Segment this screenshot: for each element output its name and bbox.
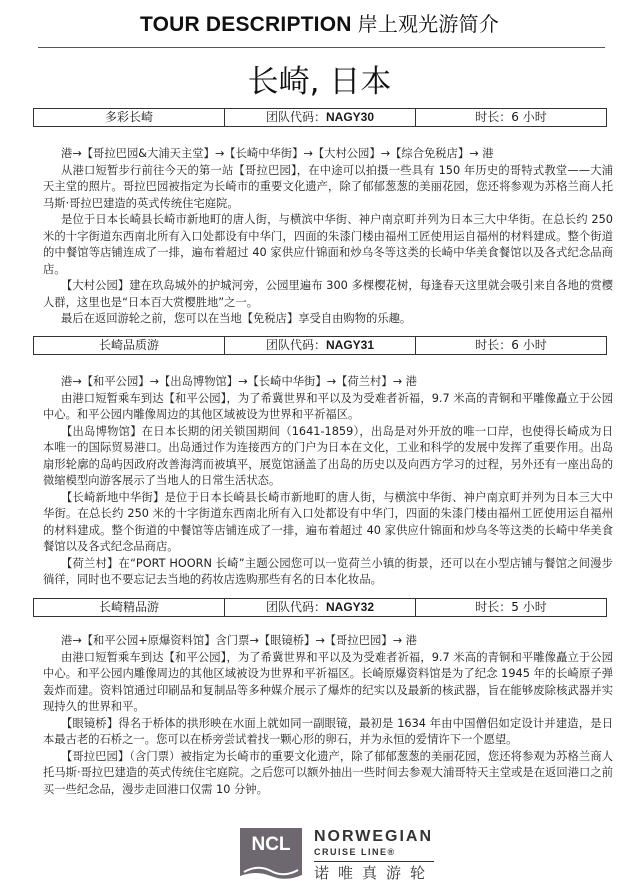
page-title — [0, 8, 639, 37]
tour-code-cell — [225, 109, 416, 126]
wave-icon — [240, 862, 302, 880]
tour-duration: 时长：6 小时 — [475, 338, 547, 352]
tour-paragraph: 【荷兰村】在“PORT HOORN 长崎”主题公园您可以一览荷兰小镇的街景，还可以在小型店铺与餐馆之间漫步徜徉，同时也不要忘记去当地的药妆店选购那些有名的日本化妆品。 — [43, 556, 613, 586]
title-english: TOUR DESCRIPTION — [139, 13, 352, 36]
tour-paragraph: 最后在返回游轮之前，您可以在当地【免税店】享受自由购物的乐趣。 — [61, 312, 412, 325]
tour-header-nagy32 — [33, 598, 607, 617]
tour-code: NAGY31 — [325, 338, 375, 352]
tour-code-cell — [225, 599, 416, 616]
tour-paragraph: 【眼镜桥】得名于桥体的拱形映在水面上就如同一副眼镜，最初是 1634 年由中国僧侣如定设计并建造，是日本最古老的石桥之一。您可以在桥旁尝试着找一颗心形的卵石，并为永恒的爱情许下一个愿望。 — [43, 716, 613, 746]
tour-duration: 时长：5 小时 — [475, 600, 547, 614]
tour-name: 长崎品质游 — [34, 337, 225, 354]
tour-name: 多彩长崎 — [34, 109, 225, 126]
tour-code: NAGY30 — [325, 110, 375, 124]
tour-code-label: 团队代码： — [265, 110, 326, 124]
city-heading: 长崎, 日本 — [247, 64, 392, 100]
tour-paragraph: 【大村公园】建在玖岛城外的护城河旁，公园里遍布 300 多棵樱花树，每逢春天这里就会吸引来自各地的赏樱人群，这里也是“日本百大赏樱胜地”之一。 — [43, 279, 613, 309]
tour-body-nagy31 — [43, 374, 613, 589]
tour-duration: 时长：6 小时 — [475, 110, 547, 124]
logo-line-chinese: 诺唯真游轮 — [314, 864, 435, 882]
ncl-badge — [240, 828, 302, 880]
logo-line-cruise-line: CRUISE LINE® — [314, 846, 434, 862]
title-divider — [38, 47, 605, 48]
tour-paragraph: 由港口短暂乘车到达【和平公园】，为了希冀世界和平以及为受难者祈福，9.7 米高的青铜和平雕像矗立于公园中心。和平公园内雕像周边的其他区域被设为世界和平祈福区。 — [43, 391, 613, 421]
tour-paragraph: 【长崎新地中华街】是位于日本长崎县长崎市新地町的唐人街，与横滨中华街、神户南京町并列为日本三大中华街。在总长约 250 米的十字街道东西南北所有入口处都设有中华门，四面的朱漆门楼由福州工匠使用运自福州的材料建成。整个街道的中餐馆等店铺连成了一排，遍布着超过 40 家供应什锦面和炒乌冬等这类的长崎中华美食餐馆以及各式纪念品商店。 — [43, 490, 613, 553]
ncl-wordmark — [314, 828, 434, 884]
ncl-badge-text: NCL — [251, 834, 291, 855]
tour-code-cell — [225, 337, 416, 354]
tour-paragraph: 由港口短暂乘车到达【和平公园】，为了希冀世界和平以及为受难者祈福，9.7 米高的青铜和平雕像矗立于公园中心。和平公园内雕像周边的其他区域被设为世界和平祈福区。长崎原爆资料馆是为了纪念 1945 年的长崎原子弹轰炸而建。资料馆通过印刷品和复制品等多种媒介展示了爆炸的纪实以及最新的核武器，旨在能够废除核武器并实现持久的世界和平。 — [43, 650, 613, 713]
tour-header-nagy31 — [33, 336, 607, 355]
tour-code-label: 团队代码： — [265, 600, 326, 614]
tour-header-nagy30 — [33, 108, 607, 127]
tour-code-label: 团队代码： — [265, 338, 326, 352]
tour-name: 长崎精品游 — [34, 599, 225, 616]
tour-paragraph: 是位于日本长崎县长崎市新地町的唐人街，与横滨中华街、神户南京町并列为日本三大中华街。在总长约 250 米的十字街道东西南北所有入口处都设有中华门，四面的朱漆门楼由福州工匠使用运自福州的材料建成。整个街道的中餐馆等店铺连成了一排，遍布着超过 40 家供应什锦面和炒乌冬等这类的长崎中华美食餐馆以及各式纪念品商店。 — [43, 213, 613, 276]
tour-paragraph: 【哥拉巴园】（含门票）被指定为长崎市的重要文化遗产，除了郁郁葱葱的美丽花园，您还将参观为苏格兰商人托马斯·哥拉巴建造的英式传统住宅庭院。之后您可以额外抽出一些时间去参观大浦哥特天主堂或是在返回港口之前买一些纪念品，漫步走回港口仅需 10 分钟。 — [43, 749, 613, 796]
tour-route: 港→【哥拉巴园&大浦天主堂】→【长崎中华街】→【大村公园】→【综合免税店】→ 港 — [61, 147, 494, 160]
title-chinese: 岸上观光游简介 — [357, 12, 500, 36]
tour-body-nagy32 — [43, 633, 613, 798]
tour-code: NAGY32 — [325, 600, 375, 614]
ncl-logo — [240, 828, 434, 884]
tour-body-nagy30 — [43, 146, 613, 328]
tour-paragraph: 【出岛博物馆】在日本长期的闭关锁国期间（1641-1859），出岛是对外开放的唯一口岸，也使得长崎成为日本唯一的国际贸易港口。出岛通过作为连接西方的门户为日本在文化，工业和科学的发展中发挥了重要作用。出岛扇形轮廓的岛屿因政府改善海湾而被填平，展览馆涵盖了出岛的历史以及向西方学习的过程，另外还有一座出岛的微缩模型向游客展示了当地人的日常生活状态。 — [43, 424, 613, 487]
tour-route: 港→【和平公园+原爆资料馆】含门票→【眼镜桥】→【哥拉巴园】→ 港 — [61, 634, 417, 647]
tour-paragraph: 从港口短暂步行前往今天的第一站【哥拉巴园】，在中途可以拍摄一些具有 150 年历史的哥特式教堂——大浦天主堂的照片。哥拉巴园被指定为长崎市的重要文化遗产，除了郁郁葱葱的美丽花园，您还将参观为苏格兰商人托马斯·哥拉巴建造的英式传统住宅庭院。 — [43, 163, 613, 210]
logo-line-norwegian: NORWEGIAN — [314, 828, 434, 845]
tour-route: 港→【和平公园】→【出岛博物馆】→【长崎中华街】→【荷兰村】→ 港 — [61, 375, 417, 388]
